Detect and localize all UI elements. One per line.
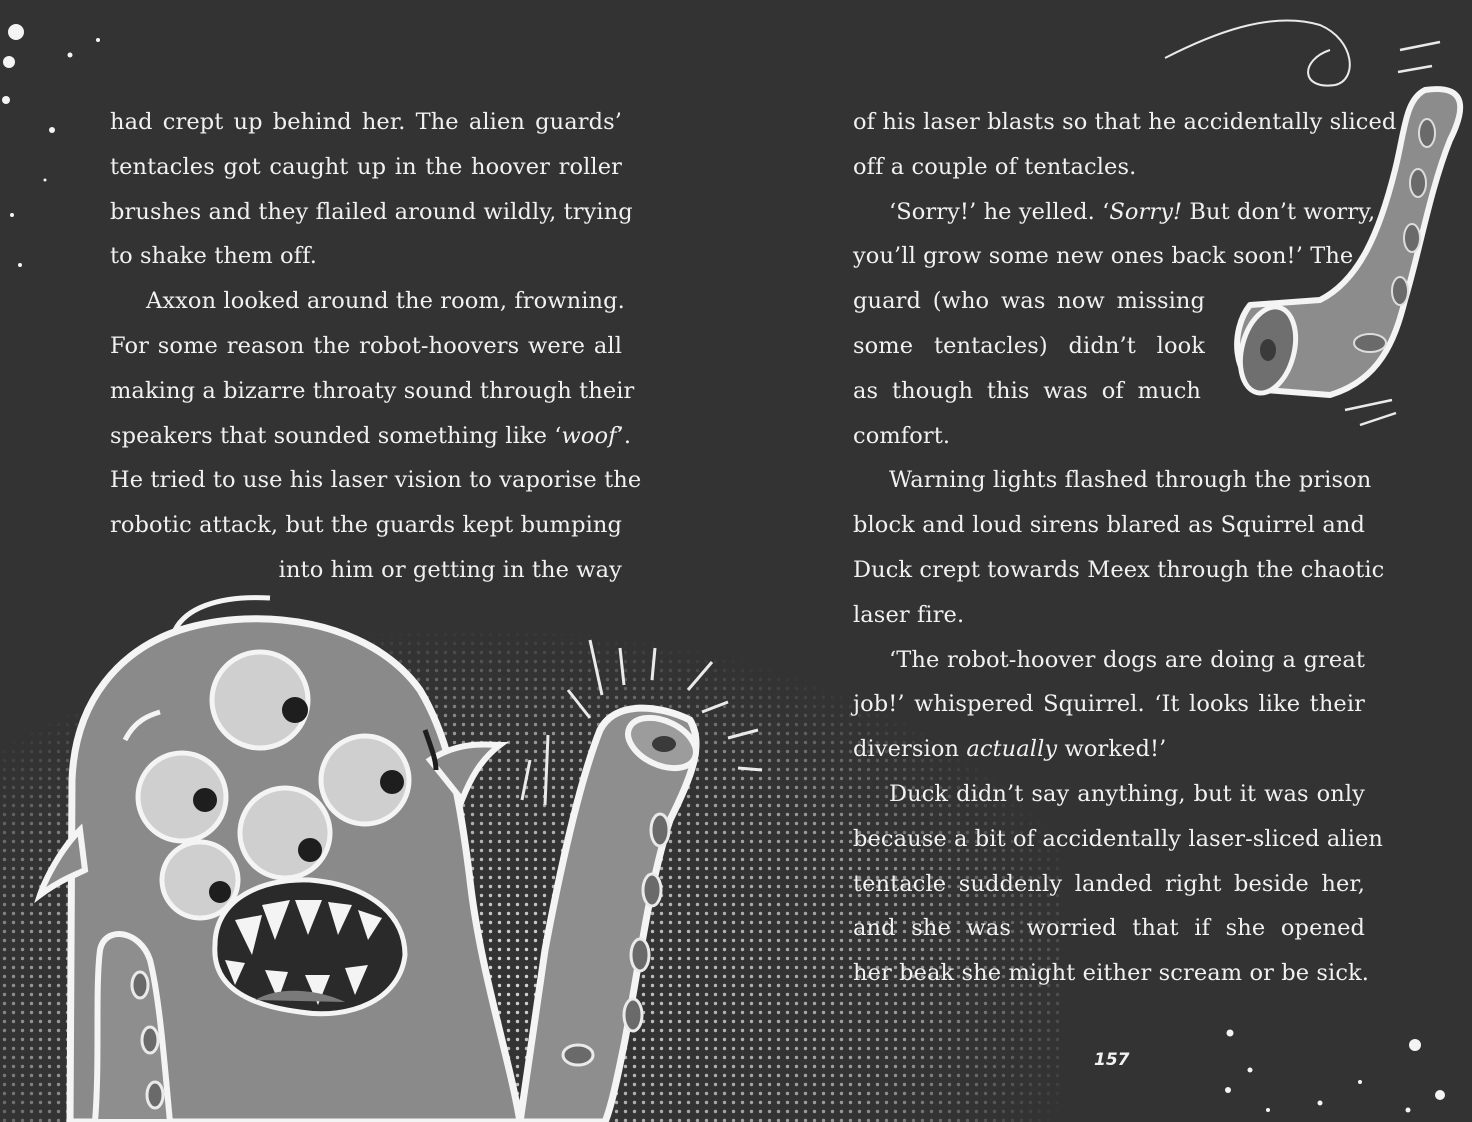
text-line: Duck crept towards Meex through the chaotic xyxy=(853,556,1385,583)
left-page-text xyxy=(110,100,642,593)
text-line: of his laser blasts so that he accidentally sliced xyxy=(853,109,1397,135)
text-line: diversion actually worked!’ xyxy=(853,736,1167,763)
page-number: 157 xyxy=(1094,1050,1130,1070)
text-line: guard (who was now missing xyxy=(853,288,1205,315)
text-line: speakers that sounded something like ‘woof’. xyxy=(110,422,632,449)
text-line: robotic attack, but the guards kept bumping xyxy=(110,512,622,539)
text-line: He tried to use his laser vision to vaporise the xyxy=(110,467,642,494)
text-line: her beak she might either scream or be sick. xyxy=(853,960,1369,987)
text-line: Warning lights flashed through the prison xyxy=(889,467,1372,494)
text-line: into him or getting in the way xyxy=(278,556,622,583)
text-line: some tentacles) didn’t look xyxy=(853,332,1205,359)
text-line: job!’ whispered Squirrel. ‘It looks like their xyxy=(853,691,1365,718)
text-line: as though this was of much xyxy=(853,377,1201,404)
text-line: block and loud sirens blared as Squirrel and xyxy=(853,512,1365,539)
text-line: comfort. xyxy=(853,422,951,449)
text-line: laser fire. xyxy=(853,601,965,628)
text-line: For some reason the robot-hoovers were all xyxy=(110,332,622,359)
text-line: tentacle suddenly landed right beside her, xyxy=(853,870,1365,897)
text-line: tentacles got caught up in the hoover roller xyxy=(110,153,622,180)
text-line: making a bizarre throaty sound through their xyxy=(110,377,635,404)
right-page-text xyxy=(853,100,1397,996)
text-line: off a couple of tentacles. xyxy=(853,153,1137,180)
text-line: to shake them off. xyxy=(110,243,317,270)
text-line: ‘The robot-hoover dogs are doing a great xyxy=(889,646,1365,673)
text-line: and she was worried that if she opened xyxy=(853,915,1365,942)
text-line: Duck didn’t say anything, but it was only xyxy=(889,780,1365,807)
text-line: had crept up behind her. The alien guards’ xyxy=(110,109,622,135)
text-line: because a bit of accidentally laser-sliced alien xyxy=(853,825,1384,852)
text-line: ‘Sorry!’ he yelled. ‘Sorry! But don’t worry, xyxy=(889,198,1376,225)
text-line: Axxon looked around the room, frowning. xyxy=(146,288,625,315)
text-line: you’ll grow some new ones back soon!’ The xyxy=(853,243,1354,270)
text-line: brushes and they flailed around wildly, trying xyxy=(110,198,633,225)
